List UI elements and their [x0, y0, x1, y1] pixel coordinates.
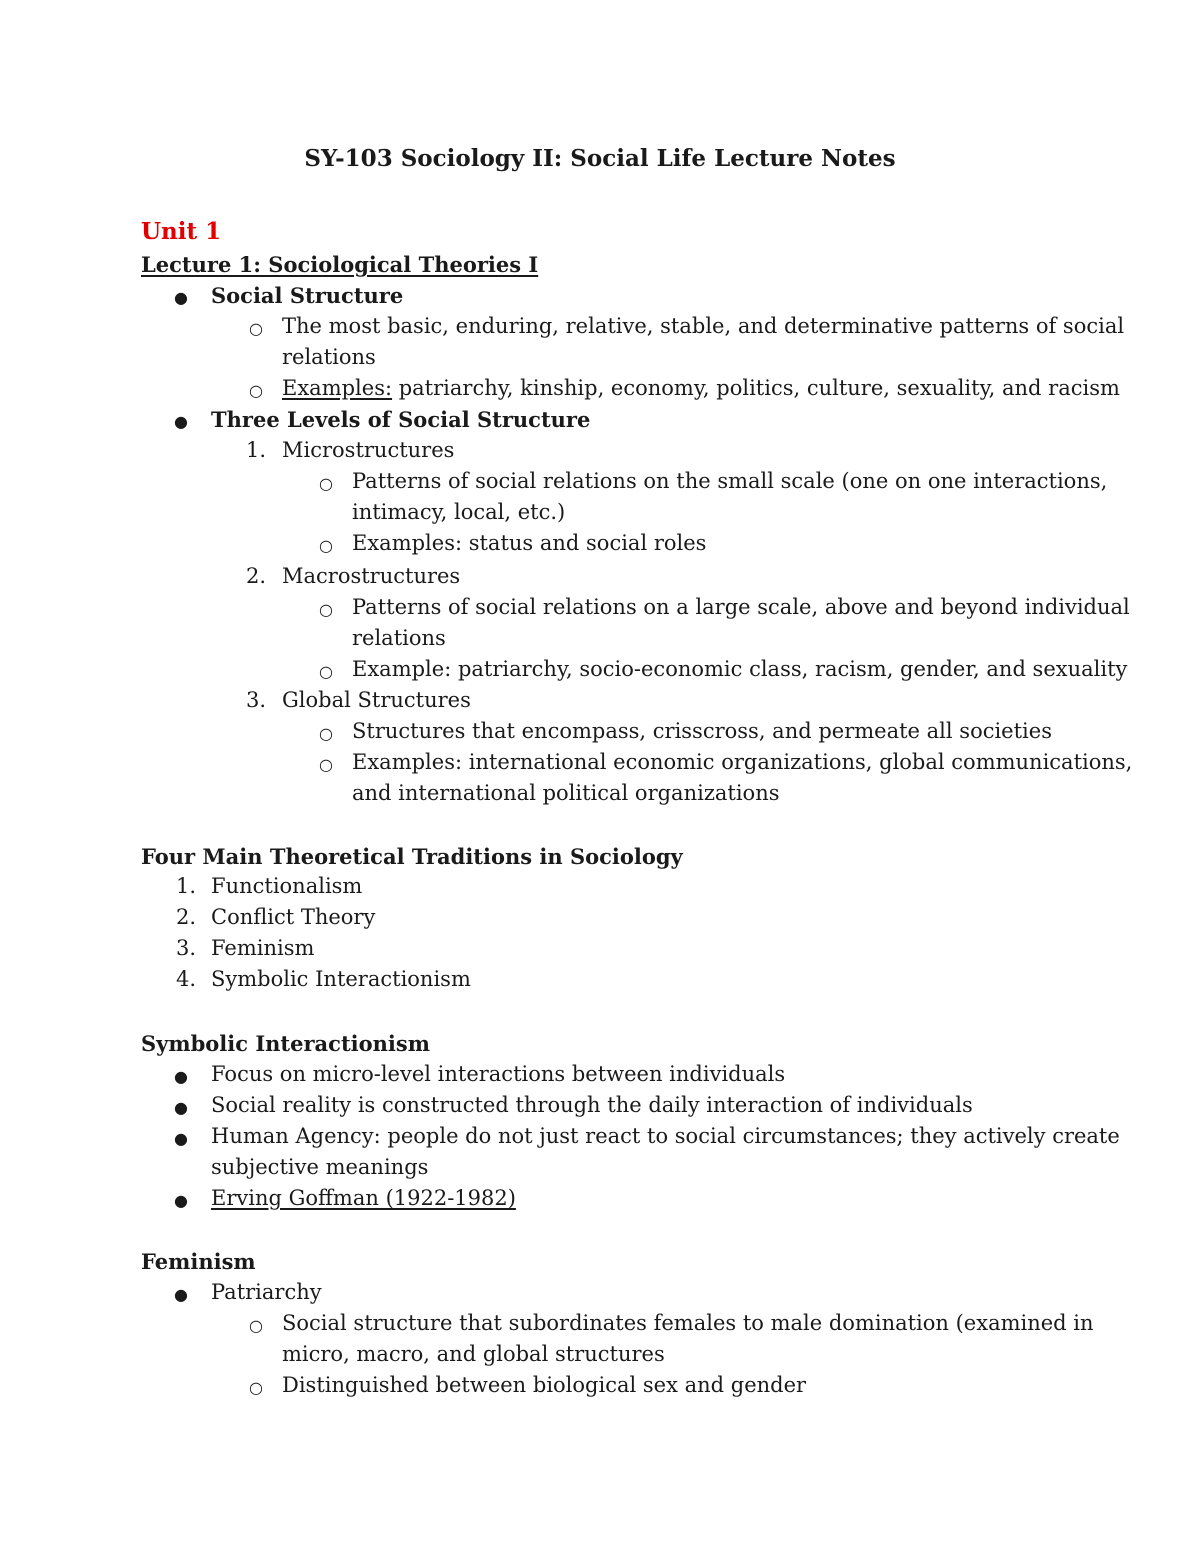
- circle-bullet-icon: ○: [319, 724, 333, 743]
- microstructures-examples: Examples: status and social roles: [352, 531, 707, 555]
- social-structure-heading: Social Structure: [211, 283, 404, 308]
- circle-bullet-icon: ○: [249, 1378, 263, 1397]
- symbolic-item: Human Agency: people do not just react to social circumstances; they actively create: [211, 1124, 1120, 1148]
- sex-gender-item: Distinguished between biological sex and gender: [282, 1373, 807, 1397]
- list-number: 1.: [176, 874, 197, 898]
- lecture-heading: Lecture 1: Sociological Theories I: [141, 252, 539, 277]
- circle-bullet-icon: ○: [319, 474, 333, 493]
- tradition-item: Feminism: [211, 936, 315, 960]
- global-structures-examples-cont: and international political organizations: [352, 781, 780, 805]
- symbolic-item-cont: subjective meanings: [211, 1155, 429, 1179]
- circle-bullet-icon: ○: [319, 600, 333, 619]
- document-title: SY-103 Sociology II: Social Life Lecture Notes: [304, 145, 896, 172]
- circle-bullet-icon: ○: [249, 319, 263, 338]
- patriarchy-definition-cont: micro, macro, and global structures: [282, 1342, 665, 1366]
- circle-bullet-icon: ○: [249, 1316, 263, 1335]
- tradition-item: Functionalism: [211, 874, 363, 898]
- macrostructures-label: Macrostructures: [282, 564, 461, 588]
- examples-label: Examples:: [282, 376, 393, 400]
- bullet-icon: ●: [174, 1098, 188, 1117]
- symbolic-item: Focus on micro-level interactions between individuals: [211, 1062, 786, 1086]
- list-number: 2.: [246, 564, 267, 588]
- symbolic-item: Social reality is constructed through the daily interaction of individuals: [211, 1093, 973, 1117]
- list-number: 4.: [176, 967, 197, 991]
- social-structure-definition-cont: relations: [282, 345, 376, 369]
- list-number: 3.: [246, 688, 267, 712]
- goffman-link[interactable]: Erving Goffman (1922-1982): [211, 1186, 516, 1210]
- global-structures-examples: Examples: international economic organizations, global communications,: [352, 750, 1133, 774]
- bullet-icon: ●: [174, 412, 188, 431]
- feminism-heading: Feminism: [141, 1249, 256, 1274]
- microstructures-label: Microstructures: [282, 438, 455, 462]
- tradition-item: Symbolic Interactionism: [211, 967, 471, 991]
- circle-bullet-icon: ○: [319, 662, 333, 681]
- circle-bullet-icon: ○: [249, 381, 263, 400]
- list-number: 2.: [176, 905, 197, 929]
- symbolic-heading: Symbolic Interactionism: [141, 1031, 430, 1056]
- tradition-item: Conflict Theory: [211, 905, 376, 929]
- macrostructures-definition: Patterns of social relations on a large scale, above and beyond individual: [352, 595, 1130, 619]
- microstructures-definition-cont: intimacy, local, etc.): [352, 500, 566, 524]
- list-number: 3.: [176, 936, 197, 960]
- patriarchy-definition: Social structure that subordinates females to male domination (examined in: [282, 1311, 1094, 1335]
- traditions-heading: Four Main Theoretical Traditions in Sociology: [141, 844, 683, 869]
- social-structure-definition: The most basic, enduring, relative, stable, and determinative patterns of social: [282, 314, 1125, 338]
- circle-bullet-icon: ○: [319, 755, 333, 774]
- bullet-icon: ●: [174, 1285, 188, 1304]
- examples-text: patriarchy, kinship, economy, politics, culture, sexuality, and racism: [392, 376, 1120, 400]
- social-structure-examples: [282, 373, 1120, 404]
- global-structures-label: Global Structures: [282, 688, 471, 712]
- levels-heading: Three Levels of Social Structure: [211, 407, 591, 432]
- patriarchy-item: Patriarchy: [211, 1280, 322, 1304]
- global-structures-definition: Structures that encompass, crisscross, and permeate all societies: [352, 719, 1052, 743]
- bullet-icon: ●: [174, 1129, 188, 1148]
- bullet-icon: ●: [174, 1067, 188, 1086]
- macrostructures-definition-cont: relations: [352, 626, 446, 650]
- circle-bullet-icon: ○: [319, 536, 333, 555]
- unit-heading: Unit 1: [141, 218, 222, 245]
- list-number: 1.: [246, 438, 267, 462]
- bullet-icon: ●: [174, 1191, 188, 1210]
- macrostructures-examples: Example: patriarchy, socio-economic class, racism, gender, and sexuality: [352, 657, 1128, 681]
- bullet-icon: ●: [174, 288, 188, 307]
- microstructures-definition: Patterns of social relations on the small scale (one on one interactions,: [352, 469, 1108, 493]
